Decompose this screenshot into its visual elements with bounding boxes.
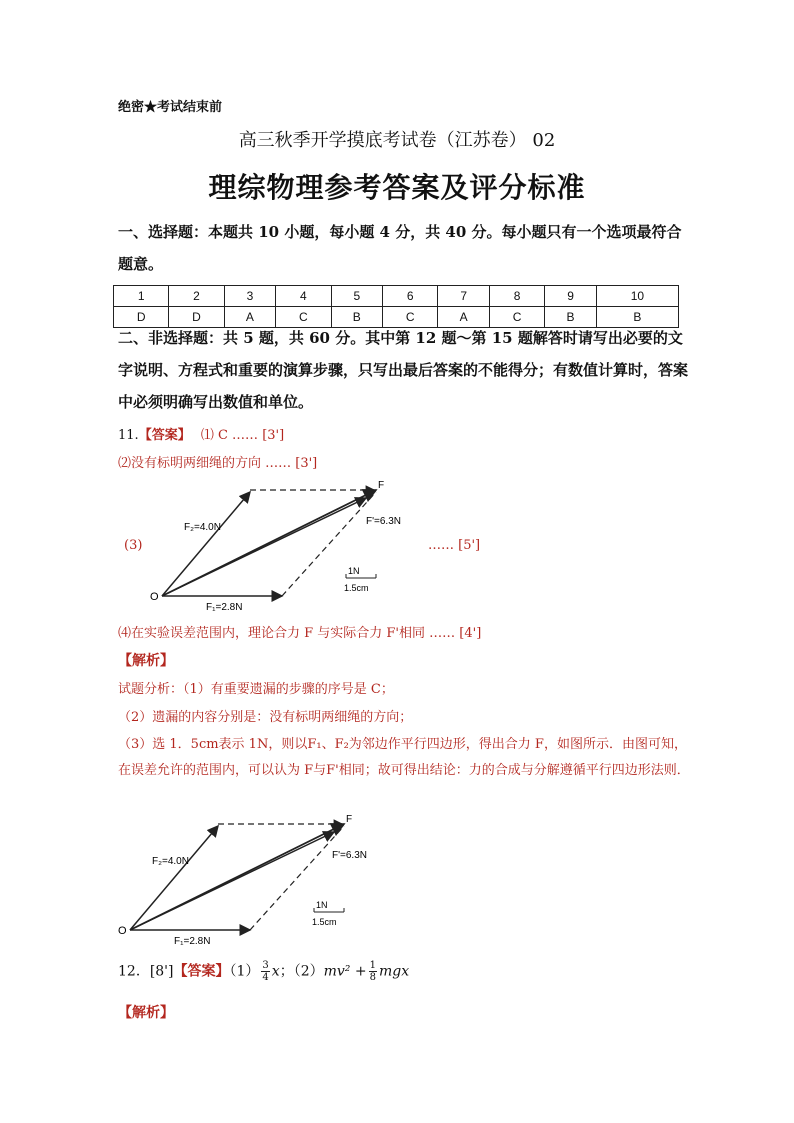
- q11-part3-label: (3): [124, 538, 143, 553]
- fraction-numerator: 1: [369, 960, 376, 971]
- table-cell: D: [169, 307, 224, 328]
- scale-label-bottom: 1.5cm: [312, 917, 337, 927]
- q11-part2: ⑵没有标明两细绳的方向 …… [3']: [118, 456, 318, 471]
- dashed-side-right: [282, 492, 376, 596]
- origin-label: O: [118, 925, 127, 937]
- confidential-label: 绝密★考试结束前: [118, 100, 223, 115]
- q11-number: 11.: [118, 428, 139, 443]
- table-cell: 3: [224, 286, 276, 307]
- q11-analysis-3: （3）选 1．5cm表示 1N，则以F₁、F₂为邻边作平行四边形，得出合力 F，如图所示．由图可知，在误差允许的范围内，可以认为 F与F'相同；故可得出结论：力的合成与分解遵循平行四边形法则．: [118, 737, 690, 778]
- exam-subtitle: 高三秋季开学摸底考试卷（江苏卷） 02: [238, 130, 556, 151]
- dashed-side-right: [250, 826, 344, 930]
- f-prime-label: F'=6.3N: [332, 850, 367, 861]
- force-parallelogram-diagram: [150, 478, 410, 614]
- q11-answer-line-1: [118, 424, 284, 443]
- fraction-one-eighth: [369, 960, 377, 983]
- answer-tag: 【答案】: [138, 428, 191, 443]
- q12-part1-label: （1）: [229, 963, 260, 980]
- scale-label-top: 1N: [316, 900, 328, 910]
- q11-part3-score: …… [5']: [428, 538, 481, 553]
- q11-analysis-1: 试题分析：（1）有重要遗漏的步骤的序号是 C；: [118, 682, 394, 697]
- f-prime-vector: [162, 498, 366, 596]
- table-cell: 5: [331, 286, 383, 307]
- table-cell: A: [224, 307, 276, 328]
- q12-term-mgx: mgx: [378, 963, 410, 980]
- scale-label-bottom: 1.5cm: [344, 583, 369, 593]
- table-cell: D: [114, 307, 169, 328]
- analysis-tag: 【解析】: [118, 1005, 174, 1021]
- table-cell: 4: [276, 286, 331, 307]
- answer-tag: 【答案】: [173, 963, 230, 980]
- q11-part1: ⑴ C …… [3']: [200, 428, 285, 443]
- analysis-tag: 【解析】: [118, 653, 174, 669]
- q12-answer-line: [118, 960, 409, 983]
- table-cell: 2: [169, 286, 224, 307]
- table-cell: B: [596, 307, 678, 328]
- table-cell: 7: [438, 286, 490, 307]
- q12-separator: ；: [279, 963, 294, 980]
- fraction-three-quarters: [261, 960, 269, 983]
- f1-label: F₁=2.8N: [174, 936, 211, 947]
- q12-term-mv2: mv² +: [323, 963, 367, 980]
- section-2-instructions: 二、非选择题：共 5 题，共 60 分。其中第 12 题～第 15 题解答时请写出必要的文字说明、方程式和重要的演算步骤，只写出最后答案的不能得分；有数值计算时，答案中必须明确写出数值和单位。: [118, 329, 689, 411]
- section-1-instructions: 一、选择题：本题共 10 小题，每小题 4 分，共 40 分。每小题只有一个选项最符合题意。: [118, 223, 682, 273]
- scale-label-top: 1N: [348, 566, 360, 576]
- table-cell: 10: [596, 286, 678, 307]
- fraction-denominator: 4: [262, 972, 269, 983]
- f-prime-label: F'=6.3N: [366, 516, 401, 527]
- q11-analysis-2: （2）遗漏的内容分别是：没有标明两细绳的方向；: [118, 710, 413, 725]
- f2-label: F₂=4.0N: [184, 522, 221, 533]
- table-cell: A: [438, 307, 490, 328]
- f2-vector: [162, 492, 250, 596]
- f-label: F: [378, 480, 385, 491]
- page-title: 理综物理参考答案及评分标准: [208, 171, 586, 204]
- table-cell: 1: [114, 286, 169, 307]
- table-cell: 9: [545, 286, 597, 307]
- f2-vector: [130, 826, 218, 930]
- q11-part4: ⑷在实验误差范围内，理论合力 F 与实际合力 F'相同 …… [4']: [118, 626, 482, 641]
- f1-label: F₁=2.8N: [206, 602, 243, 613]
- table-cell: B: [545, 307, 597, 328]
- f-label: F: [346, 814, 353, 825]
- table-cell: 8: [489, 286, 544, 307]
- q12-part2-label: （2）: [293, 963, 324, 980]
- f-prime-vector: [130, 832, 334, 930]
- origin-label: O: [150, 591, 159, 603]
- fraction-numerator: 3: [262, 960, 269, 971]
- q12-number: 12．[8']: [118, 963, 174, 980]
- answer-table-number-row: [114, 286, 679, 307]
- table-cell: C: [276, 307, 331, 328]
- q12-var-x: x: [271, 963, 280, 980]
- table-cell: B: [331, 307, 383, 328]
- table-cell: C: [383, 307, 438, 328]
- table-cell: 6: [383, 286, 438, 307]
- fraction-denominator: 8: [369, 972, 376, 983]
- f2-label: F₂=4.0N: [152, 856, 189, 867]
- force-parallelogram-diagram-2: [118, 812, 378, 948]
- table-cell: C: [489, 307, 544, 328]
